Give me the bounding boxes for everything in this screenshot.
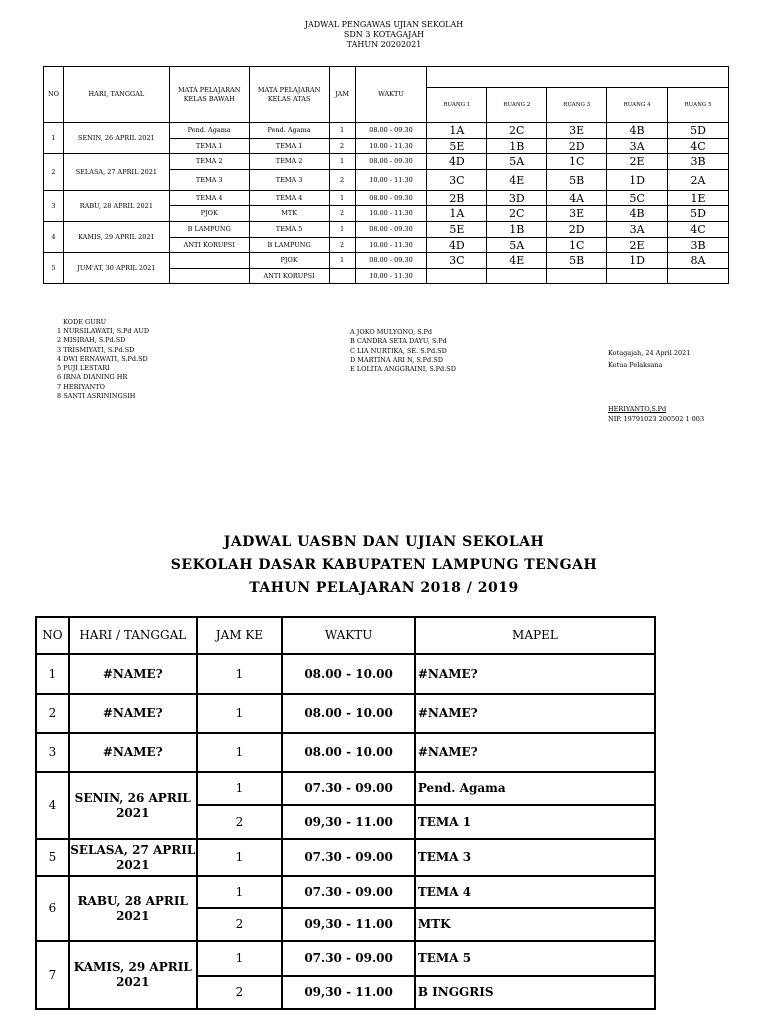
row-subject: #NAME? xyxy=(415,733,655,772)
room-1-code: 5E xyxy=(427,222,487,238)
row-time: 10.00 - 11.30 xyxy=(355,238,427,253)
row-day-date: RABU, 28 APRIL 2021 xyxy=(63,191,169,222)
row-number: 2 xyxy=(36,694,69,733)
room-5-code xyxy=(668,269,729,284)
lower-class-subject xyxy=(169,253,249,269)
row-time: 08.00 - 09.30 xyxy=(355,222,427,238)
row-subject: TEMA 4 xyxy=(415,876,655,908)
sign-place-date: Kotagajah, 24 April 2021 xyxy=(608,349,691,357)
room-1-code: 3C xyxy=(427,253,487,269)
row-subject: TEMA 1 xyxy=(415,805,655,839)
teacher-code-item: B CANDRA SETA DAYU, S.Pd xyxy=(350,337,447,346)
row-jam: 1 xyxy=(329,191,355,206)
row-jam: 2 xyxy=(197,805,283,839)
header-room-4: RUANG 4 xyxy=(607,88,668,123)
room-1-code: 5E xyxy=(427,139,487,154)
header-day: HARI, TANGGAL xyxy=(63,67,169,123)
lower-class-subject: B LAMPUNG xyxy=(169,222,249,238)
row-jam: 1 xyxy=(329,123,355,139)
room-5-code: 5D xyxy=(668,206,729,222)
row-jam: 1 xyxy=(197,941,283,976)
table-row xyxy=(36,941,655,976)
row-time: 10.00 - 11.30 xyxy=(355,269,427,284)
row-jam: 1 xyxy=(197,876,283,908)
row-jam: 2 xyxy=(197,908,283,941)
room-5-code: 5D xyxy=(668,123,729,139)
teacher-code-item: A JOKO MULYONO, S.Pd xyxy=(350,328,433,336)
room-1-code: 4D xyxy=(427,154,487,170)
table-row xyxy=(36,876,655,908)
header-no: NO xyxy=(44,67,64,123)
room-2-code: 2C xyxy=(487,206,547,222)
row-time: 08.00 - 09.30 xyxy=(355,154,427,170)
row-number: 3 xyxy=(36,733,69,772)
top-title-1: JADWAL PENGAWAS UJIAN SEKOLAH xyxy=(304,20,464,29)
lower-class-subject: Pend. Agama xyxy=(169,123,249,139)
room-4-code: 3A xyxy=(607,139,668,154)
row-jam: 1 xyxy=(329,253,355,269)
row-time: 09,30 - 11.00 xyxy=(282,908,415,941)
room-2-code xyxy=(487,269,547,284)
room-2-code: 4E xyxy=(487,253,547,269)
exam-schedule-body xyxy=(36,617,655,1009)
room-3-code: 4A xyxy=(547,191,607,206)
room-5-code: 4C xyxy=(668,139,729,154)
table-row xyxy=(44,191,729,206)
row-number: 5 xyxy=(44,253,64,284)
exam-schedule-table xyxy=(35,616,656,1010)
lower-class-subject: PJOK xyxy=(169,206,249,222)
room-5-code: 8A xyxy=(668,253,729,269)
room-2-code: 4E xyxy=(487,170,547,191)
row-jam xyxy=(329,269,355,284)
row-number: 5 xyxy=(36,839,69,876)
row-number: 7 xyxy=(36,941,69,1009)
row-jam: 1 xyxy=(329,154,355,170)
room-3-code: 2D xyxy=(547,222,607,238)
row-number: 1 xyxy=(36,654,69,694)
row-time: 08.00 - 10.00 xyxy=(282,733,415,772)
header-row xyxy=(44,67,729,88)
row-time: 07.30 - 09.00 xyxy=(282,772,415,805)
teacher-code-item: 3 TRISMIYATI, S.Pd.SD xyxy=(57,345,135,354)
room-4-code: 2E xyxy=(607,154,668,170)
row-time: 10.00 - 11.30 xyxy=(355,139,427,154)
room-3-code: 1C xyxy=(547,154,607,170)
header-room-5: RUANG 5 xyxy=(668,88,729,123)
lower-class-subject xyxy=(169,269,249,284)
room-2-code: 5A xyxy=(487,238,547,253)
room-3-code: 3E xyxy=(547,123,607,139)
table-row xyxy=(36,694,655,733)
room-4-code: 1D xyxy=(607,170,668,191)
teacher-code-item: 1 NURSILAWATI, S.Pd AUD xyxy=(57,327,150,335)
row-jam: 2 xyxy=(329,170,355,191)
row-number: 4 xyxy=(44,222,64,253)
row-jam: 1 xyxy=(197,654,283,694)
row-subject: #NAME? xyxy=(415,694,655,733)
lower-class-subject: TEMA 1 xyxy=(169,139,249,154)
room-4-code: 5C xyxy=(607,191,668,206)
table-row xyxy=(36,772,655,805)
room-5-code: 4C xyxy=(668,222,729,238)
upper-class-subject: TEMA 1 xyxy=(249,139,329,154)
row-day-date: SENIN, 26 APRIL 2021 xyxy=(69,772,197,839)
kode-title: KODE GURU xyxy=(63,318,107,326)
lower-class-subject: TEMA 4 xyxy=(169,191,249,206)
top-title-2: SDN 3 KOTAGAJAH xyxy=(343,30,425,39)
row-jam: 1 xyxy=(197,733,283,772)
row-number: 4 xyxy=(36,772,69,839)
teacher-code-numbered-list xyxy=(57,327,149,401)
room-5-code: 2A xyxy=(668,170,729,191)
header-row xyxy=(36,617,655,654)
row-jam: 1 xyxy=(197,694,283,733)
room-3-code: 5B xyxy=(547,170,607,191)
room-2-code: 2C xyxy=(487,123,547,139)
room-2-code: 1B xyxy=(487,222,547,238)
row-subject: B INGGRIS xyxy=(415,976,655,1009)
row-jam: 1 xyxy=(197,772,283,805)
row-subject: #NAME? xyxy=(415,654,655,694)
teacher-code-item: 2 MISIRAH, S.Pd.SD xyxy=(57,336,126,345)
row-day-date: KAMIS, 29 APRIL 2021 xyxy=(63,222,169,253)
room-3-code: 2D xyxy=(547,139,607,154)
teacher-code-item: C LIA NURTIKA, SE. S.Pd.SD xyxy=(350,346,447,355)
row-time: 09,30 - 11.00 xyxy=(282,805,415,839)
row-day-date: SELASA, 27 APRIL 2021 xyxy=(63,154,169,191)
table-row xyxy=(36,839,655,876)
header-upper-subject: MATA PELAJARAN KELAS ATAS xyxy=(249,67,329,123)
header-rooms-group xyxy=(427,67,729,88)
teacher-code-item: 8 SANTI ASRININGSIH xyxy=(57,392,136,401)
upper-class-subject: Pend. Agama xyxy=(249,123,329,139)
room-5-code: 3B xyxy=(668,238,729,253)
room-4-code: 3A xyxy=(607,222,668,238)
row-time: 07.30 - 09.00 xyxy=(282,941,415,976)
row-jam: 2 xyxy=(329,238,355,253)
room-2-code: 3D xyxy=(487,191,547,206)
upper-class-subject: TEMA 5 xyxy=(249,222,329,238)
room-4-code: 4B xyxy=(607,206,668,222)
row-day-date: SELASA, 27 APRIL 2021 xyxy=(69,839,197,876)
header-jam: JAM xyxy=(329,67,355,123)
row-time: 08.00 - 09.30 xyxy=(355,191,427,206)
row-jam: 2 xyxy=(329,206,355,222)
row-jam: 2 xyxy=(329,139,355,154)
table-row xyxy=(44,123,729,139)
row-subject: TEMA 3 xyxy=(415,839,655,876)
table-row xyxy=(36,654,655,694)
table-row xyxy=(36,733,655,772)
row-time: 07.30 - 09.00 xyxy=(282,839,415,876)
row-jam: 2 xyxy=(197,976,283,1009)
header-time: WAKTU xyxy=(355,67,427,123)
table-row xyxy=(44,222,729,238)
room-3-code: 1C xyxy=(547,238,607,253)
row-time: 08.00 - 10.00 xyxy=(282,694,415,733)
room-4-code: 4B xyxy=(607,123,668,139)
row-time: 08.00 - 10.00 xyxy=(282,654,415,694)
header-no: NO xyxy=(36,617,69,654)
upper-class-subject: TEMA 4 xyxy=(249,191,329,206)
header-room-1: RUANG 1 xyxy=(427,88,487,123)
row-subject: MTK xyxy=(415,908,655,941)
table-row xyxy=(44,154,729,170)
top-title-3: TAHUN 20202021 xyxy=(346,40,422,49)
teacher-code-item: 4 DWI ERNAWATI, S.Pd.SD xyxy=(57,354,148,363)
teacher-code-item: 5 PUJI LESTARI xyxy=(57,364,110,373)
row-day-date: SENIN, 26 APRIL 2021 xyxy=(63,123,169,154)
bottom-title-2: SEKOLAH DASAR KABUPATEN LAMPUNG TENGAH xyxy=(170,557,598,573)
row-day-date: JUM'AT, 30 APRIL 2021 xyxy=(63,253,169,284)
row-number: 3 xyxy=(44,191,64,222)
room-1-code: 1A xyxy=(427,206,487,222)
room-2-code: 1B xyxy=(487,139,547,154)
room-4-code xyxy=(607,269,668,284)
teacher-code-item: E LOLITA ANGGRAINI, S.Pd.SD xyxy=(350,365,456,374)
header-mapel: MAPEL xyxy=(415,617,655,654)
teacher-code-lettered-list xyxy=(350,328,456,374)
room-1-code: 1A xyxy=(427,123,487,139)
proctor-schedule-table xyxy=(43,66,729,284)
upper-class-subject: TEMA 2 xyxy=(249,154,329,170)
lower-class-subject: TEMA 3 xyxy=(169,170,249,191)
row-day-date: #NAME? xyxy=(69,733,197,772)
upper-class-subject: MTK xyxy=(249,206,329,222)
lower-class-subject: ANTI KORUPSI xyxy=(169,238,249,253)
header-room-3: RUANG 3 xyxy=(547,88,607,123)
row-day-date: RABU, 28 APRIL 2021 xyxy=(69,876,197,941)
upper-class-subject: ANTI KORUPSI xyxy=(249,269,329,284)
row-time: 08.00 - 09.30 xyxy=(355,123,427,139)
row-time: 08.00 - 09.30 xyxy=(355,253,427,269)
proctor-schedule-body xyxy=(44,67,729,284)
room-1-code: 4D xyxy=(427,238,487,253)
header-lower-subject: MATA PELAJARAN KELAS BAWAH xyxy=(169,67,249,123)
lower-class-subject: TEMA 2 xyxy=(169,154,249,170)
header-day: HARI / TANGGAL xyxy=(69,617,197,654)
sign-role: Ketua Pelaksana xyxy=(608,361,663,369)
teacher-code-item: 7 HERIYANTO xyxy=(57,382,105,391)
room-1-code: 3C xyxy=(427,170,487,191)
row-number: 1 xyxy=(44,123,64,154)
table-row xyxy=(44,253,729,269)
row-day-date: #NAME? xyxy=(69,654,197,694)
row-number: 6 xyxy=(36,876,69,941)
bottom-title-3: TAHUN PELAJARAN 2018 / 2019 xyxy=(249,580,519,596)
sign-name: HERIYANTO,S.Pd xyxy=(608,405,667,413)
row-number: 2 xyxy=(44,154,64,191)
sign-nip: NIP. 19791023 200502 1 003 xyxy=(608,415,705,423)
row-day-date: #NAME? xyxy=(69,694,197,733)
upper-class-subject: PJOK xyxy=(249,253,329,269)
teacher-code-item: D MARTINA ARI N, S.Pd.SD xyxy=(350,355,443,364)
header-time: WAKTU xyxy=(282,617,415,654)
room-5-code: 1E xyxy=(668,191,729,206)
upper-class-subject: B LAMPUNG xyxy=(249,238,329,253)
row-day-date: KAMIS, 29 APRIL 2021 xyxy=(69,941,197,1009)
header-jam: JAM KE xyxy=(197,617,283,654)
room-1-code xyxy=(427,269,487,284)
row-time: 10.00 - 11.30 xyxy=(355,206,427,222)
room-1-code: 2B xyxy=(427,191,487,206)
room-5-code: 3B xyxy=(668,154,729,170)
header-room-2: RUANG 2 xyxy=(487,88,547,123)
row-time: 07.30 - 09.00 xyxy=(282,876,415,908)
room-4-code: 2E xyxy=(607,238,668,253)
teacher-code-item: 6 IRNA DIANING HR xyxy=(57,373,128,382)
row-time: 09,30 - 11.00 xyxy=(282,976,415,1009)
bottom-title-1: JADWAL UASBN DAN UJIAN SEKOLAH xyxy=(223,534,545,550)
room-2-code: 5A xyxy=(487,154,547,170)
room-3-code: 3E xyxy=(547,206,607,222)
room-3-code xyxy=(547,269,607,284)
row-subject: Pend. Agama xyxy=(415,772,655,805)
row-time: 10.00 - 11.30 xyxy=(355,170,427,191)
row-jam: 1 xyxy=(197,839,283,876)
room-3-code: 5B xyxy=(547,253,607,269)
row-subject: TEMA 5 xyxy=(415,941,655,976)
row-jam: 1 xyxy=(329,222,355,238)
room-4-code: 1D xyxy=(607,253,668,269)
upper-class-subject: TEMA 3 xyxy=(249,170,329,191)
